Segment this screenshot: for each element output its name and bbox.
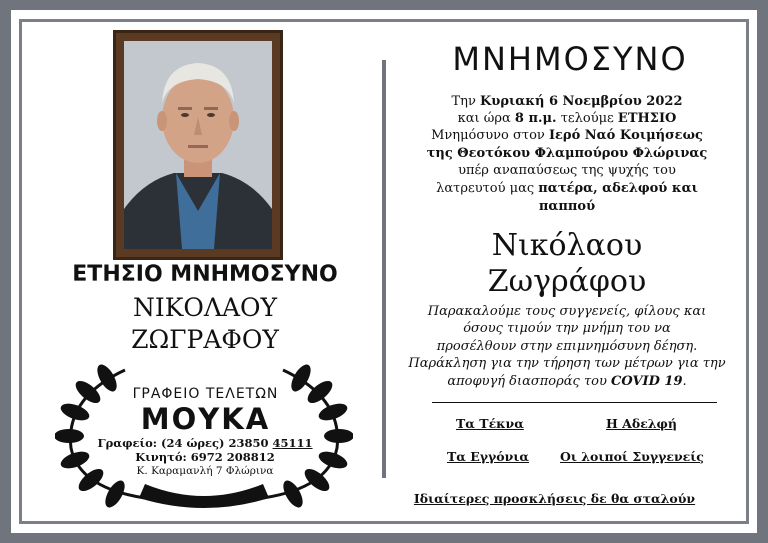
church-name: Ιερό Ναό (548, 128, 616, 143)
signature-sister: Η Αδελφή (606, 416, 677, 431)
time-value: 8 π.μ. (514, 111, 557, 126)
office-number: 45111 (272, 436, 313, 450)
funeral-home-address: Κ. Καραμανλή 7 Φλώρινα (136, 465, 274, 477)
date-value: Κυριακή 6 Νοεμβρίου 2022 (480, 94, 683, 109)
relation-line (392, 180, 742, 197)
deceased-last-name: Ζωγράφου (487, 264, 647, 299)
vertical-divider (382, 60, 386, 478)
date-prefix: Την (451, 94, 480, 109)
relation-prefix: λατρευτού μας (436, 181, 539, 196)
funeral-home-office (90, 436, 320, 450)
time-mid: τελούμε (556, 111, 618, 126)
no-invitations-note: Ιδιαίτερες προσκλήσεις δε θα σταλούν (413, 491, 696, 506)
covid-line-2 (392, 373, 742, 390)
left-name-last: ΖΩΓΡΑΦΟΥ (131, 325, 279, 354)
memorial-title: ΜΝΗΜΟΣΥΝΟ (452, 40, 688, 78)
portrait-illustration (124, 41, 272, 249)
church-prefix: Μνημόσυνο στον (431, 128, 549, 143)
covid-prefix: αποφυγή διασποράς του (447, 374, 612, 389)
signature-grandchildren: Τα Εγγόνια (447, 449, 529, 464)
relation-value: πατέρα, αδελφού και (538, 181, 698, 196)
left-heading: ΕΤΗΣΙΟ ΜΝΗΜΟΣΥΝΟ (72, 262, 338, 287)
covid-period: . (682, 374, 687, 389)
portrait-frame (113, 30, 283, 260)
signature-relatives: Οι λοιποί Συγγενείς (560, 449, 704, 464)
funeral-home-name: ΜΟΥΚΑ (140, 402, 271, 436)
church-location-line: της Θεοτόκου Φλαμπούρου Φλώρινας (426, 146, 708, 161)
annual-word: ΕΤΗΣΙΟ (617, 111, 677, 126)
portrait-photo (124, 41, 272, 249)
date-line (392, 93, 742, 110)
signature-rule (432, 402, 717, 403)
church-dormition: Κοιμήσεως (615, 128, 703, 143)
church-line (392, 127, 742, 144)
soul-line: υπέρ αναπαύσεως της ψυχής του (458, 163, 676, 178)
time-line (392, 110, 742, 127)
funeral-home-title: ΓΡΑΦΕΙΟ ΤΕΛΕΤΩΝ (132, 386, 279, 402)
invitation-line-3: προσέλθουν στην επιμνημόσυνη δέηση. (436, 339, 698, 354)
signature-children: Τα Τέκνα (456, 416, 524, 431)
office-label: Γραφείο: (24 ώρες) 23850 (97, 436, 273, 450)
covid-line-1: Παράκληση για την τήρηση των μέτρων για την (408, 356, 726, 371)
funeral-home-mobile: Κινητό: 6972 208812 (135, 450, 275, 464)
deceased-first-name: Νικόλαου (491, 228, 643, 263)
left-name-first: ΝΙΚΟΛΑΟΥ (132, 293, 278, 322)
invitation-line-1: Παρακαλούμε τους συγγενείς, φίλους και (427, 304, 707, 319)
invitation-line-2: όσους τιμούν την μνήμη του να (463, 321, 671, 336)
covid-name: COVID 19 (611, 374, 683, 389)
grandfather-line: παππού (538, 199, 596, 214)
time-prefix: και ώρα (457, 111, 515, 126)
